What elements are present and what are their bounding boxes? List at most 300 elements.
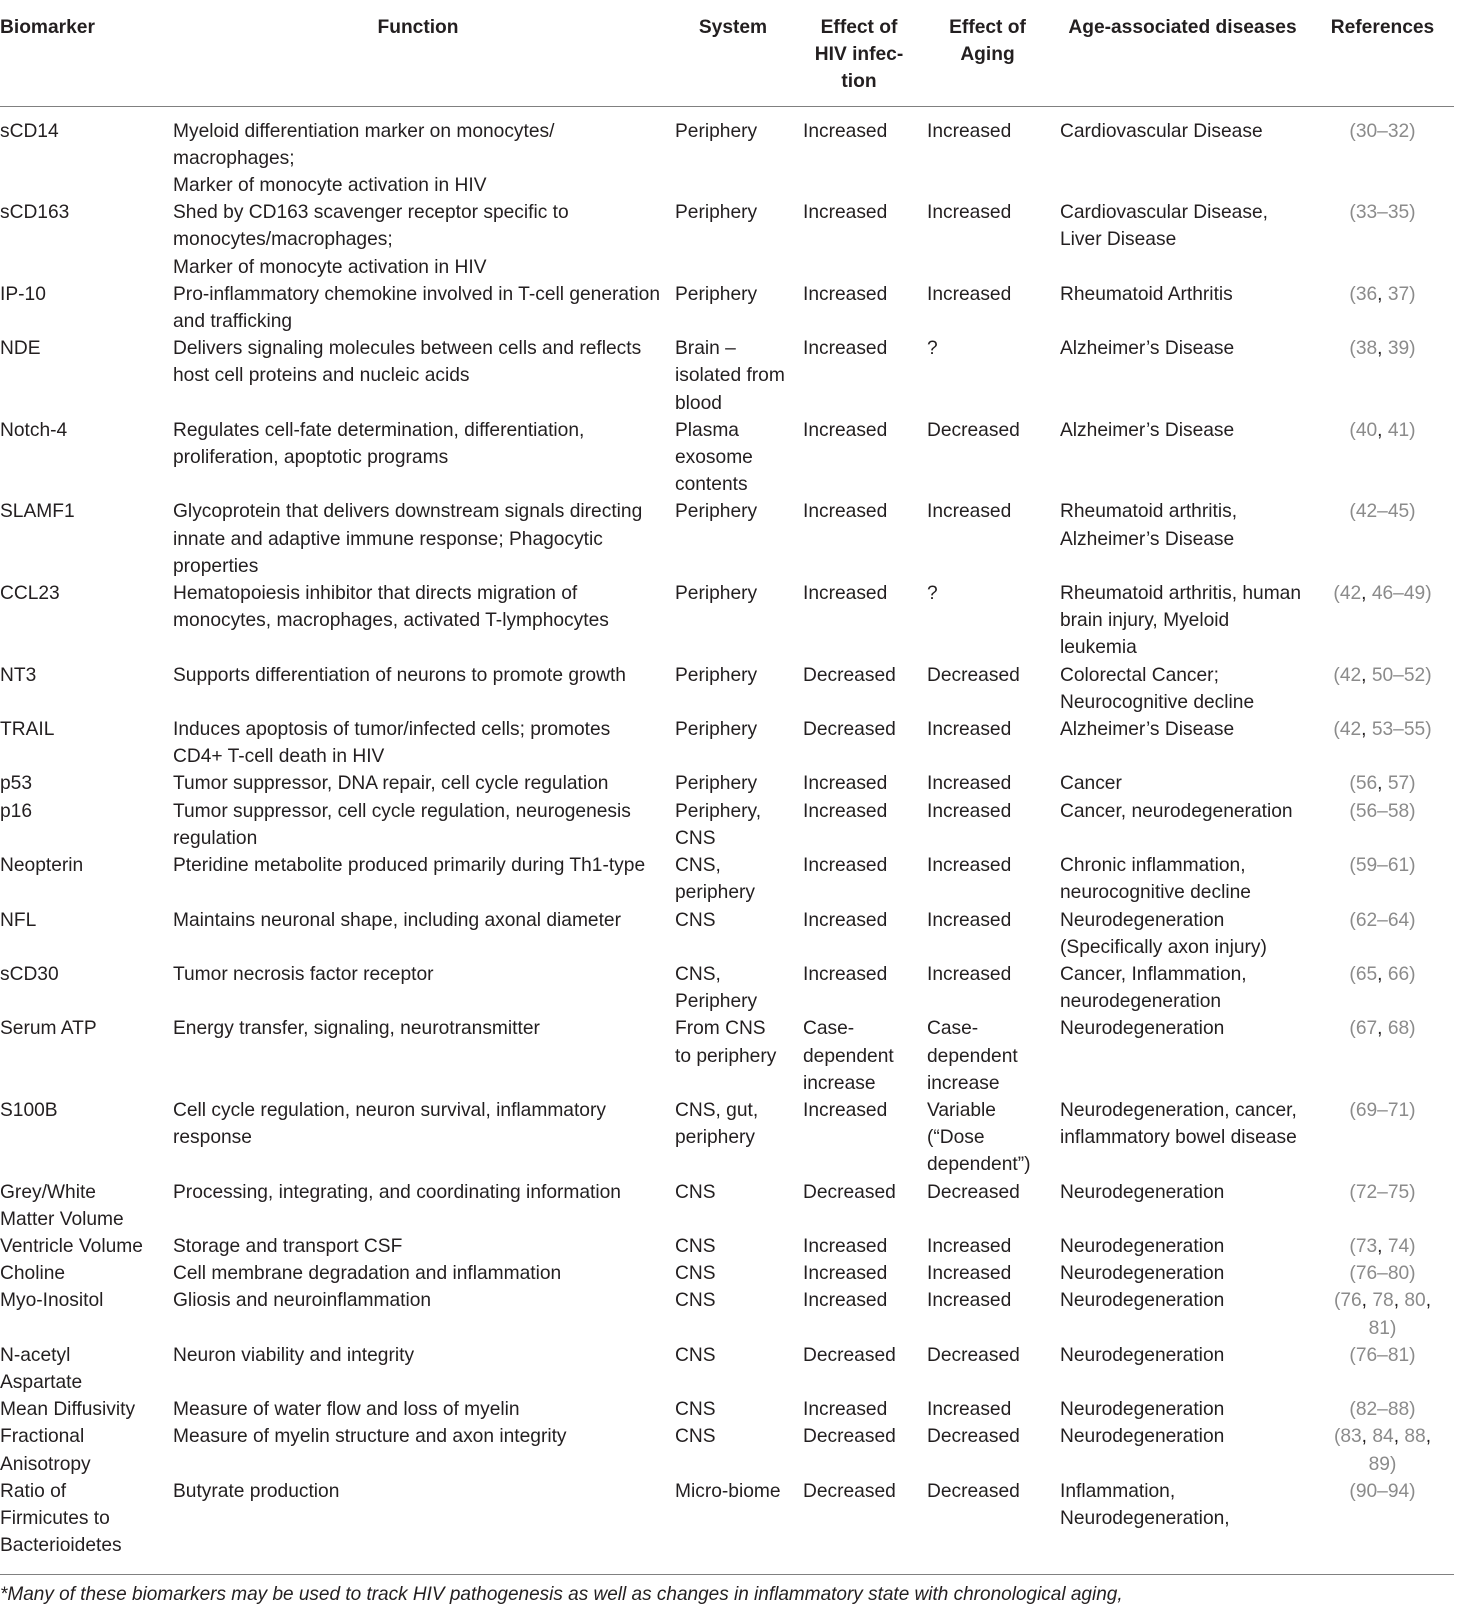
cell-text-line: Gliosis and neuroinflammation xyxy=(173,1290,432,1312)
cell-function xyxy=(167,1015,669,1097)
cell-text-line: Myeloid differentiation marker on monocytes/ xyxy=(173,120,555,142)
reference-link[interactable]: 74 xyxy=(1387,1235,1410,1257)
cell-text-line: proliferation, apoptotic programs xyxy=(173,447,449,469)
reference-link[interactable]: 80 xyxy=(1404,1290,1426,1312)
reference-link[interactable]: 59–61 xyxy=(1355,855,1410,877)
reference-link[interactable]: 46–49 xyxy=(1371,583,1426,605)
cell-function xyxy=(167,1260,669,1287)
cell-text-line: Decreased xyxy=(803,664,896,686)
cell-text-line: sCD163 xyxy=(0,202,70,224)
cell-system xyxy=(669,716,797,770)
cell-effect-aging xyxy=(921,852,1054,906)
cell-text-line: Decreased xyxy=(803,1426,896,1448)
cell-text-line: Periphery xyxy=(675,719,758,741)
cell-text-line: CNS xyxy=(675,1181,716,1203)
cell-references: (38, 39) xyxy=(1349,338,1416,360)
cell-text-line: Increased xyxy=(927,1235,1012,1257)
cell-text-line: Decreased xyxy=(803,719,896,741)
reference-link[interactable]: 84 xyxy=(1372,1426,1394,1448)
cell-text-line: Cancer, neurodegeneration xyxy=(1060,800,1293,822)
cell-text-line: Increased xyxy=(927,719,1012,741)
reference-link[interactable]: 90–94 xyxy=(1355,1480,1410,1502)
cell-text-line: Neurodegeneration, cancer, xyxy=(1060,1099,1297,1121)
cell-text-line: dependent xyxy=(927,1045,1018,1067)
cell-references: (73, 74) xyxy=(1349,1235,1416,1257)
cell-text-line: Decreased xyxy=(803,1181,896,1203)
cell-text-line: Pteridine metabolite produced primarily during Th1-type xyxy=(173,855,646,877)
cell-system xyxy=(669,1396,797,1423)
reference-link[interactable]: 41 xyxy=(1387,419,1410,441)
cell-text-line: Brain – xyxy=(675,338,736,360)
cell-diseases xyxy=(1054,662,1311,716)
header-references: References xyxy=(1311,8,1454,106)
cell-text-line: blood xyxy=(675,392,722,414)
cell-text-line: Decreased xyxy=(927,664,1020,686)
reference-link[interactable]: 72–75 xyxy=(1355,1181,1410,1203)
cell-system xyxy=(669,1342,797,1396)
cell-text-line: IP-10 xyxy=(0,283,46,305)
footnote-divider xyxy=(0,1574,1454,1575)
cell-text-line: CNS, xyxy=(675,855,721,877)
cell-effect-aging xyxy=(921,1260,1054,1287)
table-row xyxy=(0,417,1454,499)
cell-text-line: response xyxy=(173,1127,252,1149)
cell-effect-hiv xyxy=(797,417,921,499)
cell-biomarker xyxy=(0,662,167,716)
cell-diseases xyxy=(1054,199,1311,281)
cell-effect-aging xyxy=(921,335,1054,417)
cell-text-line: Cancer, Inflammation, xyxy=(1060,963,1247,985)
cell-text-line: Periphery xyxy=(675,773,758,795)
cell-text-line: Myo-Inositol xyxy=(0,1290,104,1312)
cell-text-line: ? xyxy=(927,338,938,360)
reference-link[interactable]: 39 xyxy=(1387,338,1410,360)
reference-link[interactable]: 83 xyxy=(1340,1426,1362,1448)
reference-link[interactable]: 53–55 xyxy=(1371,719,1426,741)
cell-text-line: Rheumatoid Arthritis xyxy=(1060,283,1233,305)
cell-biomarker xyxy=(0,1478,167,1566)
cell-text-line: Colorectal Cancer; xyxy=(1060,664,1219,686)
cell-text-line: Storage and transport CSF xyxy=(173,1235,403,1257)
cell-references: (76–80) xyxy=(1349,1263,1416,1285)
cell-system xyxy=(669,1287,797,1341)
reference-separator: , xyxy=(1377,419,1388,441)
cell-effect-aging xyxy=(921,498,1054,580)
cell-text-line: Increased xyxy=(927,800,1012,822)
cell-biomarker xyxy=(0,1423,167,1477)
cell-text-line: Alzheimer’s Disease xyxy=(1060,419,1235,441)
cell-text-line: Rheumatoid arthritis, xyxy=(1060,501,1238,523)
reference-link[interactable]: 57 xyxy=(1387,773,1410,795)
cell-text-line: Hematopoiesis inhibitor that directs migration of xyxy=(173,583,578,605)
cell-function xyxy=(167,798,669,852)
header-effect-aging: Effect of Aging xyxy=(921,8,1054,106)
cell-effect-hiv xyxy=(797,1015,921,1097)
cell-effect-hiv xyxy=(797,1287,921,1341)
cell-references: (82–88) xyxy=(1349,1399,1416,1421)
cell-effect-aging xyxy=(921,580,1054,662)
cell-effect-aging xyxy=(921,1179,1054,1233)
cell-text-line: sCD30 xyxy=(0,963,59,985)
cell-function xyxy=(167,1179,669,1233)
cell-text-line: Neuron viability and integrity xyxy=(173,1344,415,1366)
cell-diseases xyxy=(1054,1015,1311,1097)
cell-text-line: Neurodegeneration xyxy=(1060,1181,1225,1203)
cell-text-line: exosome xyxy=(675,447,753,469)
cell-text-line: Neurodegeneration xyxy=(1060,1344,1225,1366)
reference-link[interactable]: 42 xyxy=(1339,583,1362,605)
reference-separator: , xyxy=(1393,1290,1405,1312)
reference-link[interactable]: 89 xyxy=(1368,1453,1390,1475)
cell-text-line: Liver Disease xyxy=(1060,229,1177,251)
reference-link[interactable]: 73 xyxy=(1355,1235,1378,1257)
cell-text-line: Cell cycle regulation, neuron survival, inflammatory xyxy=(173,1099,606,1121)
cell-references: (33–35) xyxy=(1349,202,1416,224)
cell-effect-hiv xyxy=(797,907,921,961)
cell-text-line: Increased xyxy=(803,419,888,441)
cell-system xyxy=(669,770,797,797)
cell-text-line: Periphery xyxy=(675,501,758,523)
cell-biomarker xyxy=(0,1260,167,1287)
cell-function xyxy=(167,1396,669,1423)
cell-text-line: neurocognitive decline xyxy=(1060,882,1251,904)
table-body xyxy=(0,106,1454,1565)
cell-references: (67, 68) xyxy=(1349,1018,1416,1040)
reference-link[interactable]: 65 xyxy=(1355,963,1378,985)
cell-function xyxy=(167,199,669,281)
cell-text-line: monocytes, macrophages, activated T-lymphocytes xyxy=(173,610,609,632)
reference-link[interactable]: 76–81 xyxy=(1355,1344,1410,1366)
reference-link[interactable]: 56–58 xyxy=(1355,800,1410,822)
cell-effect-hiv xyxy=(797,961,921,1015)
cell-function xyxy=(167,770,669,797)
reference-link[interactable]: 82–88 xyxy=(1355,1399,1410,1421)
cell-text-line: Fractional xyxy=(0,1426,85,1448)
reference-link[interactable]: 67 xyxy=(1355,1018,1378,1040)
cell-text-line: Energy transfer, signaling, neurotransmitter xyxy=(173,1018,540,1040)
cell-text-line: Neurocognitive decline xyxy=(1060,691,1255,713)
cell-text-line: Regulates cell-fate determination, differentiation, xyxy=(173,419,585,441)
cell-effect-aging xyxy=(921,662,1054,716)
reference-link[interactable]: 36 xyxy=(1355,283,1378,305)
reference-link[interactable]: 42 xyxy=(1339,719,1362,741)
cell-text-line: Mean Diffusivity xyxy=(0,1399,136,1421)
cell-text-line: N-acetyl xyxy=(0,1344,71,1366)
cell-system xyxy=(669,580,797,662)
cell-text-line: Chronic inflammation, xyxy=(1060,855,1246,877)
cell-text-line: Cardiovascular Disease, xyxy=(1060,202,1268,224)
cell-references: (90–94) xyxy=(1349,1480,1416,1502)
cell-text-line: Plasma xyxy=(675,419,739,441)
reference-link[interactable]: 37 xyxy=(1387,283,1410,305)
cell-text-line: Increased xyxy=(927,501,1012,523)
cell-system xyxy=(669,281,797,335)
cell-diseases xyxy=(1054,1260,1311,1287)
cell-text-line: Micro-biome xyxy=(675,1480,781,1502)
table-row xyxy=(0,281,1454,335)
cell-system xyxy=(669,498,797,580)
reference-link[interactable]: 88 xyxy=(1404,1426,1426,1448)
cell-text-line: S100B xyxy=(0,1099,58,1121)
reference-link[interactable]: 78 xyxy=(1372,1290,1394,1312)
cell-system xyxy=(669,1015,797,1097)
cell-references: (40, 41) xyxy=(1349,419,1416,441)
cell-effect-hiv xyxy=(797,770,921,797)
cell-effect-aging xyxy=(921,1233,1054,1260)
cell-text-line: CNS, gut, xyxy=(675,1099,759,1121)
cell-text-line: Tumor suppressor, DNA repair, cell cycle regulation xyxy=(173,773,609,795)
cell-diseases xyxy=(1054,1233,1311,1260)
reference-separator: , xyxy=(1377,963,1388,985)
cell-text-line: Inflammation, xyxy=(1060,1480,1176,1502)
cell-diseases xyxy=(1054,1287,1311,1341)
table-row xyxy=(0,1478,1454,1566)
table-row xyxy=(0,1396,1454,1423)
reference-link[interactable]: 38 xyxy=(1355,338,1378,360)
cell-text-line: Increased xyxy=(927,1263,1012,1285)
cell-text-line: innate and adaptive immune response; Phagocytic xyxy=(173,528,603,550)
cell-text-line: Increased xyxy=(803,583,888,605)
cell-function xyxy=(167,417,669,499)
cell-effect-aging xyxy=(921,1396,1054,1423)
reference-separator: , xyxy=(1361,719,1372,741)
table-row xyxy=(0,1260,1454,1287)
reference-separator: , xyxy=(1377,283,1388,305)
cell-system xyxy=(669,335,797,417)
cell-text-line: Neurodegeneration xyxy=(1060,1263,1225,1285)
cell-system xyxy=(669,1097,797,1179)
reference-separator: , xyxy=(1377,338,1388,360)
table-row xyxy=(0,1179,1454,1233)
cell-function xyxy=(167,662,669,716)
cell-effect-hiv xyxy=(797,1260,921,1287)
cell-system xyxy=(669,106,797,199)
cell-text-line: Firmicutes to xyxy=(0,1507,110,1529)
reference-link[interactable]: 66 xyxy=(1387,963,1410,985)
cell-text-line: Induces apoptosis of tumor/infected cells; promotes xyxy=(173,719,611,741)
cell-effect-hiv xyxy=(797,1478,921,1566)
cell-text-line: Increased xyxy=(803,1399,888,1421)
cell-effect-aging xyxy=(921,961,1054,1015)
cell-biomarker xyxy=(0,106,167,199)
cell-diseases xyxy=(1054,498,1311,580)
cell-references: (69–71) xyxy=(1349,1099,1416,1121)
cell-function xyxy=(167,961,669,1015)
cell-text-line: Increased xyxy=(803,501,888,523)
cell-text-line: Periphery xyxy=(675,583,758,605)
cell-system xyxy=(669,199,797,281)
reference-link[interactable]: 69–71 xyxy=(1355,1099,1410,1121)
cell-text-line: SLAMF1 xyxy=(0,501,75,523)
cell-diseases xyxy=(1054,907,1311,961)
cell-text-line: Increased xyxy=(803,283,888,305)
reference-link[interactable]: 40 xyxy=(1355,419,1378,441)
table-row xyxy=(0,1342,1454,1396)
cell-system xyxy=(669,1233,797,1260)
cell-effect-aging xyxy=(921,1478,1054,1566)
cell-text-line: leukemia xyxy=(1060,637,1137,659)
cell-references: (72–75) xyxy=(1349,1181,1416,1203)
cell-text-line: Tumor necrosis factor receptor xyxy=(173,963,434,985)
table-row xyxy=(0,106,1454,199)
cell-effect-hiv xyxy=(797,1179,921,1233)
cell-text-line: CNS xyxy=(675,1344,716,1366)
cell-text-line: macrophages; xyxy=(173,147,295,169)
reference-separator: , xyxy=(1377,1235,1388,1257)
cell-text-line: Increased xyxy=(927,855,1012,877)
reference-link[interactable]: 68 xyxy=(1387,1018,1410,1040)
header-function: Function xyxy=(167,8,669,106)
cell-effect-hiv xyxy=(797,281,921,335)
table-row xyxy=(0,798,1454,852)
cell-system xyxy=(669,1423,797,1477)
cell-text-line: Periphery, xyxy=(675,800,762,822)
cell-effect-aging xyxy=(921,199,1054,281)
cell-text-line: Serum ATP xyxy=(0,1018,97,1040)
table-header-row xyxy=(0,8,1454,106)
cell-effect-aging xyxy=(921,1342,1054,1396)
cell-text-line: Neurodegeneration xyxy=(1060,1235,1225,1257)
reference-link[interactable]: 50–52 xyxy=(1371,664,1426,686)
cell-text-line: Increased xyxy=(803,1099,888,1121)
cell-text-line: Increased xyxy=(927,909,1012,931)
cell-biomarker xyxy=(0,335,167,417)
table-row xyxy=(0,662,1454,716)
reference-separator: , xyxy=(1393,1426,1405,1448)
cell-text-line: TRAIL xyxy=(0,719,55,741)
reference-link[interactable]: 56 xyxy=(1355,773,1378,795)
cell-effect-hiv xyxy=(797,1396,921,1423)
cell-effect-aging xyxy=(921,1015,1054,1097)
cell-biomarker xyxy=(0,716,167,770)
cell-text-line: Maintains neuronal shape, including axonal diameter xyxy=(173,909,621,931)
table-row xyxy=(0,907,1454,961)
cell-system xyxy=(669,852,797,906)
cell-text-line: CD4+ T-cell death in HIV xyxy=(173,746,385,768)
cell-text-line: NFL xyxy=(0,909,37,931)
cell-function xyxy=(167,852,669,906)
cell-text-line: sCD14 xyxy=(0,120,59,142)
cell-references: (59–61) xyxy=(1349,855,1416,877)
cell-text-line: Choline xyxy=(0,1263,66,1285)
cell-text-line: Increased xyxy=(803,800,888,822)
cell-text-line: (Specifically axon injury) xyxy=(1060,936,1267,958)
cell-text-line: Increased xyxy=(803,338,888,360)
cell-function xyxy=(167,716,669,770)
cell-text-line: Decreased xyxy=(927,1344,1020,1366)
cell-effect-hiv xyxy=(797,798,921,852)
cell-diseases xyxy=(1054,1342,1311,1396)
cell-text-line: periphery xyxy=(675,882,755,904)
cell-references: (76–81) xyxy=(1349,1344,1416,1366)
cell-text-line: Alzheimer’s Disease xyxy=(1060,528,1235,550)
cell-text-line: Periphery xyxy=(675,202,758,224)
cell-text-line: From CNS xyxy=(675,1018,766,1040)
cell-text-line: Cardiovascular Disease xyxy=(1060,120,1263,142)
reference-separator: , xyxy=(1361,1290,1373,1312)
cell-effect-aging xyxy=(921,1097,1054,1179)
cell-effect-hiv xyxy=(797,1423,921,1477)
cell-text-line: neurodegeneration xyxy=(1060,991,1222,1013)
cell-text-line: increase xyxy=(803,1072,876,1094)
reference-link[interactable]: 42 xyxy=(1339,664,1362,686)
cell-text-line: Case- xyxy=(927,1018,979,1040)
cell-effect-aging xyxy=(921,281,1054,335)
table-row xyxy=(0,961,1454,1015)
reference-link[interactable]: 62–64 xyxy=(1355,909,1410,931)
cell-text-line: Decreased xyxy=(803,1344,896,1366)
cell-text-line: Anisotropy xyxy=(0,1453,91,1475)
cell-text-line: Neurodegeneration xyxy=(1060,1399,1225,1421)
cell-effect-aging xyxy=(921,1287,1054,1341)
cell-function xyxy=(167,580,669,662)
cell-text-line: Processing, integrating, and coordinating information xyxy=(173,1181,621,1203)
cell-text-line: CNS xyxy=(675,909,716,931)
cell-diseases xyxy=(1054,1097,1311,1179)
table-row xyxy=(0,580,1454,662)
cell-text-line: Neurodegeneration xyxy=(1060,1426,1225,1448)
reference-link[interactable]: 76 xyxy=(1340,1290,1362,1312)
table-row xyxy=(0,1097,1454,1179)
cell-function xyxy=(167,335,669,417)
cell-text-line: Increased xyxy=(803,1290,888,1312)
table-row xyxy=(0,335,1454,417)
header-biomarker: Biomarker xyxy=(0,8,167,106)
header-diseases: Age-associated diseases xyxy=(1054,8,1311,106)
reference-separator: , xyxy=(1361,1426,1373,1448)
cell-text-line: Periphery xyxy=(675,991,758,1013)
cell-biomarker xyxy=(0,281,167,335)
cell-text-line: CNS xyxy=(675,1399,716,1421)
header-system: System xyxy=(669,8,797,106)
cell-effect-aging xyxy=(921,1423,1054,1477)
cell-effect-hiv xyxy=(797,852,921,906)
cell-text-line: Marker of monocyte activation in HIV xyxy=(173,256,487,278)
cell-text-line: CNS xyxy=(675,1290,716,1312)
cell-text-line: Increased xyxy=(927,773,1012,795)
reference-link[interactable]: 76–80 xyxy=(1355,1263,1410,1285)
cell-diseases xyxy=(1054,716,1311,770)
header-effect-hiv: Effect of HIV infec- tion xyxy=(797,8,921,106)
cell-text-line: Increased xyxy=(803,855,888,877)
reference-link[interactable]: 33–35 xyxy=(1355,202,1410,224)
reference-link[interactable]: 30–32 xyxy=(1355,120,1410,142)
cell-text-line: Pro-inflammatory chemokine involved in T-cell generation xyxy=(173,283,661,305)
cell-effect-hiv xyxy=(797,716,921,770)
reference-link[interactable]: 42–45 xyxy=(1355,501,1410,523)
cell-function xyxy=(167,1097,669,1179)
cell-text-line: Decreased xyxy=(927,1426,1020,1448)
cell-effect-hiv xyxy=(797,199,921,281)
cell-text-line: inflammatory bowel disease xyxy=(1060,1127,1297,1149)
cell-diseases xyxy=(1054,417,1311,499)
cell-biomarker xyxy=(0,1097,167,1179)
cell-function xyxy=(167,907,669,961)
cell-biomarker xyxy=(0,961,167,1015)
cell-text-line: regulation xyxy=(173,827,258,849)
cell-text-line: Increased xyxy=(803,963,888,985)
cell-function xyxy=(167,1233,669,1260)
cell-function xyxy=(167,1423,669,1477)
cell-effect-hiv xyxy=(797,1097,921,1179)
cell-text-line: Increased xyxy=(927,202,1012,224)
reference-link[interactable]: 81 xyxy=(1368,1317,1390,1339)
cell-text-line: Increased xyxy=(803,202,888,224)
cell-text-line: Increased xyxy=(927,1290,1012,1312)
cell-text-line: host cell proteins and nucleic acids xyxy=(173,365,470,387)
cell-text-line: to periphery xyxy=(675,1045,777,1067)
cell-references: (76, 78, 80, 81) xyxy=(1333,1290,1432,1339)
